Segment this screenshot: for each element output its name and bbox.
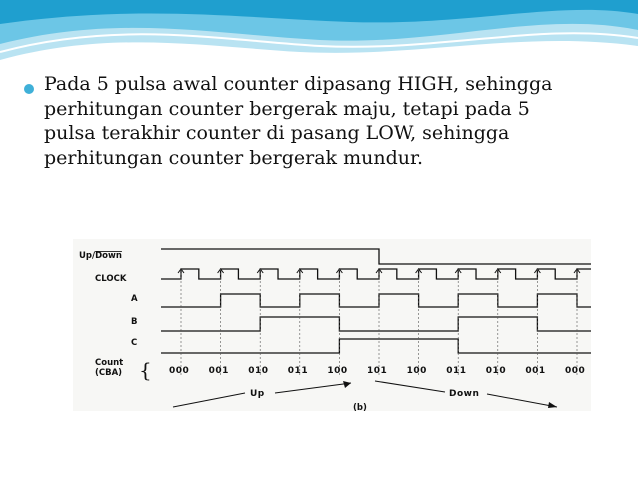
count-value: 100 (327, 366, 348, 376)
bullet-paragraph (24, 72, 604, 170)
direction-up-label: Up (250, 389, 265, 399)
label-count: Count (95, 358, 124, 368)
diagram-caption: (b) (353, 403, 367, 411)
label-updown (79, 251, 122, 261)
label-updown-up: Up/ (79, 251, 96, 261)
count-value: 011 (446, 366, 467, 376)
label-b: B (131, 317, 138, 327)
label-a: A (131, 294, 138, 304)
label-clock: CLOCK (95, 274, 127, 284)
direction-down-label: Down (449, 389, 480, 399)
count-value: 000 (169, 366, 190, 376)
count-value: 011 (287, 366, 309, 376)
label-cba: (CBA) (95, 368, 123, 378)
label-updown-down: Down (95, 251, 122, 261)
bullet-text: Pada 5 pulsa awal counter dipasang HIGH, sehingga perhitungan counter bergerak maju, tetapi pada 5 pulsa terakhir counter di pasang LOW, sehingga perhitungan counter bergerak mundur. (44, 73, 553, 169)
count-value: 001 (525, 366, 546, 376)
label-c: C (131, 338, 138, 348)
count-value: 010 (248, 366, 269, 376)
timing-diagram (73, 239, 591, 411)
count-value: 100 (406, 366, 427, 376)
count-value: 001 (208, 366, 229, 376)
count-value: 010 (485, 366, 507, 376)
header-wave-decoration (0, 0, 638, 80)
bullet-dot-icon (24, 84, 34, 94)
count-value: 000 (565, 366, 586, 376)
count-value: 101 (367, 366, 388, 376)
count-brace: { (139, 358, 152, 382)
